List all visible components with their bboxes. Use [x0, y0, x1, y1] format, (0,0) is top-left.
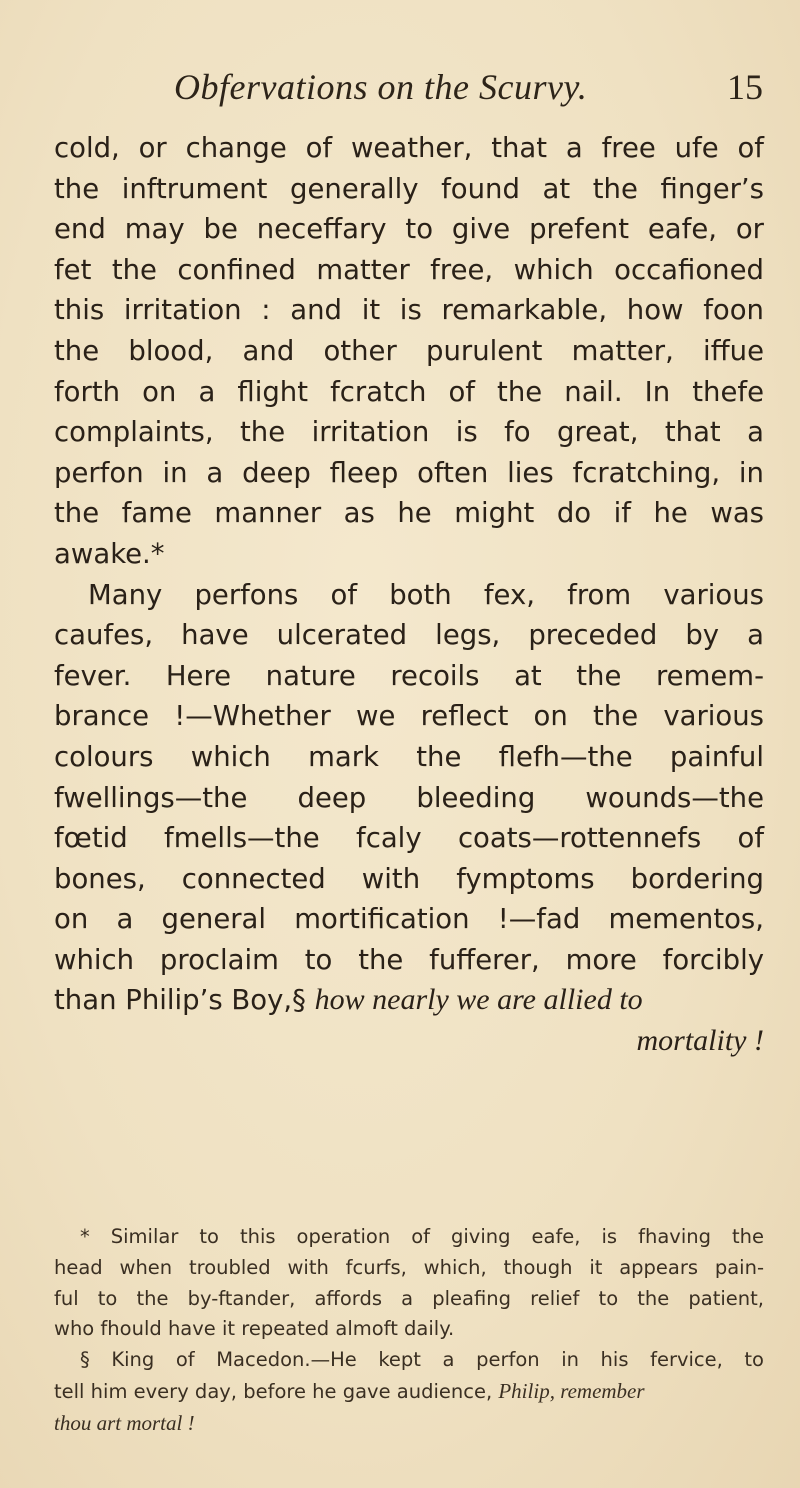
body-line: brance !—Whether we reflect on the various: [54, 700, 764, 733]
body-line: on a general mortification !—fad mementos,: [54, 903, 764, 936]
body-line: fever. Here nature recoils at the remem-: [54, 659, 764, 692]
body-line: cold, or change of weather, that a free ufe of: [54, 132, 764, 164]
body-line: the inftrument generally found at the finger’s: [54, 172, 764, 205]
footnotes: [54, 1222, 764, 1439]
paragraph-start-line: Many perfons of both fex, from various: [88, 578, 764, 611]
footnote-line: head when troubled with fcurfs, which, though it appears pain-: [54, 1255, 764, 1279]
footnote-line: who fhould have it repeated almoft daily.: [54, 1317, 455, 1341]
body-text: [54, 128, 764, 1062]
body-line: caufes, have ulcerated legs, preceded by a: [54, 619, 764, 652]
body-line-mixed: [54, 980, 764, 1021]
footnote-italic: Philip, remember: [498, 1378, 645, 1403]
body-line: the blood, and other purulent matter, iffue: [54, 334, 764, 367]
body-line: fwellings—the deep bleeding wounds—the: [54, 781, 764, 814]
footnote-line-mixed: [54, 1376, 764, 1408]
footnote-line: * Similar to this operation of giving eafe, is fhaving the: [80, 1225, 764, 1248]
body-line: complaints, the irritation is fo great, that a: [54, 416, 764, 449]
body-line-plain: than Philip’s Boy,§: [54, 984, 315, 1017]
page-number: 15: [727, 67, 763, 107]
body-line: bones, connected with fymptoms bordering: [54, 862, 764, 895]
body-line: fet the confined matter free, which occafioned: [54, 253, 764, 286]
footnote-line: § King of Macedon.—He kept a perfon in his fervice, to: [80, 1348, 764, 1372]
body-line: which proclaim to the fufferer, more forcibly: [54, 943, 764, 976]
footnote-closing-italic: thou art mortal !: [54, 1410, 195, 1435]
body-line: colours which mark the flefh—the painful: [54, 740, 764, 773]
body-line: fœtid fmells—the fcaly coats—rottennefs of: [54, 822, 764, 855]
running-head: [0, 66, 800, 116]
body-line-italic: how nearly we are allied to: [314, 983, 643, 1017]
body-line: end may be neceffary to give prefent eafe, or: [54, 213, 764, 246]
running-title: Obfervations on the Scurvy.: [174, 67, 588, 107]
footnote-plain: tell him every day, before he gave audience,: [54, 1379, 499, 1403]
body-line: awake.*: [54, 537, 165, 570]
closing-italic-line: mortality !: [636, 1024, 764, 1058]
body-line: this irritation : and it is remarkable, how foon: [54, 294, 764, 327]
body-line: forth on a flight fcratch of the nail. In thefe: [54, 375, 764, 408]
footnote-line: ful to the by-ftander, affords a pleafing relief to the patient,: [54, 1286, 764, 1310]
body-line: perfon in a deep fleep often lies fcratching, in: [54, 456, 764, 489]
body-line: the fame manner as he might do if he was: [54, 497, 764, 530]
